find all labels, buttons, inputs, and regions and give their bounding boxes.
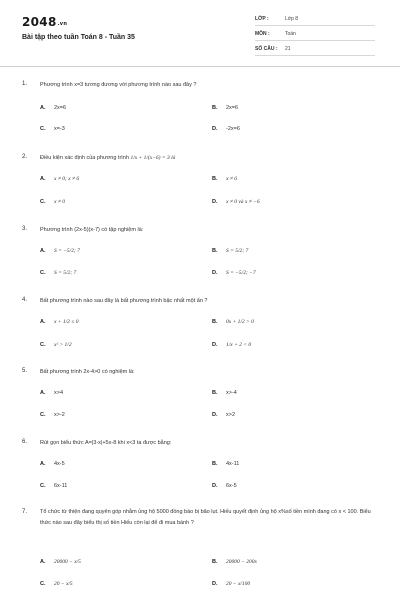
option-letter: A. [40,319,46,325]
option-text: x ≠ 6 [226,176,237,182]
option-a[interactable] [40,319,78,325]
option-c[interactable] [40,483,67,489]
question-6 [0,439,400,499]
site-logo[interactable] [22,15,67,29]
meta-count [255,44,375,56]
meta-value: Lớp 8 [285,16,299,22]
question-2 [0,154,400,214]
option-c[interactable] [40,412,65,418]
option-text: 4x-5 [54,461,65,467]
option-b[interactable] [212,390,237,396]
option-letter: D. [212,412,218,418]
question-text-plain: Điều kiện xác định của phương trình [40,155,129,161]
question-text: Bất phương trình nào sau đây là bất phương trình bậc nhất một ẩn ? [40,298,208,304]
option-text: 2x=6 [226,105,239,111]
meta-label: LỚP : [255,16,269,22]
option-text: x=-3 [54,126,65,132]
option-letter: A. [40,559,46,565]
option-d[interactable] [212,270,256,276]
header-divider [0,66,400,67]
option-letter: D. [212,199,218,205]
question-7 [0,509,400,597]
question-number: 2. [22,154,28,160]
meta-label: MÔN : [255,31,270,37]
option-letter: B. [212,105,218,111]
option-letter: C. [40,342,46,348]
question-number: 7. [22,509,28,515]
option-c[interactable] [40,126,65,132]
meta-value: 21 [285,46,291,52]
option-text: x>-2 [54,412,65,418]
option-text: x² > 1/2 [54,342,72,348]
option-text: 1/x + 2 < 0 [226,342,252,348]
option-d[interactable] [212,581,250,587]
option-text: -2x=6 [226,126,240,132]
question-text: Tổ chức từ thiện đang quyên góp nhằm ủng hộ 5000 đồng bào bị bão lụt. Hiếu quyết định ủng hộ x%số tiền mình đang có x < 100. Biểu thức nào sau đây biểu thị số tiền Hiếu còn lại để đi mua bánh ? [40,509,371,526]
option-text: 20 − x/5 [54,581,73,587]
option-a[interactable] [40,105,66,111]
option-text: 6x-11 [54,483,68,489]
option-letter: B. [212,559,218,565]
page-header [0,0,400,62]
option-letter: A. [40,390,46,396]
meta-subject [255,29,375,41]
option-b[interactable] [212,176,237,182]
question-text: Phương trình (2x-5)(x-7) có tập nghiệm là: [40,227,144,233]
question-4 [0,297,400,357]
option-letter: C. [40,126,46,132]
question-text: Bất phương trình 2x-4>0 có nghiệm là: [40,369,135,375]
option-d[interactable] [212,342,251,348]
option-letter: D. [212,483,218,489]
question-1 [0,81,400,141]
option-letter: C. [40,412,46,418]
option-text: 20000 − x/5 [54,559,81,565]
meta-value: Toán [285,31,296,37]
option-d[interactable] [212,126,240,132]
meta-label: SỐ CÂU : [255,46,278,52]
meta-class [255,14,375,26]
option-letter: A. [40,248,46,254]
option-d[interactable] [212,483,237,489]
option-d[interactable] [212,199,260,205]
question-3 [0,226,400,286]
question-number: 4. [22,297,28,303]
option-b[interactable] [212,559,257,565]
option-c[interactable] [40,342,72,348]
option-text: x>2 [226,412,236,418]
option-letter: B. [212,248,218,254]
option-text: S = −5/2; 7 [54,248,80,254]
question-text: Phương trình x=3 tương đương với phương trình nào sau đây ? [40,82,197,88]
option-text: x ≠ 0; x ≠ 6 [54,176,80,182]
question-number: 6. [22,439,28,445]
option-letter: B. [212,461,218,467]
option-text: x ≠ 0 [54,199,65,205]
option-letter: D. [212,581,218,587]
option-a[interactable] [40,176,79,182]
option-letter: B. [212,176,218,182]
option-letter: C. [40,581,46,587]
option-text: x>4 [54,390,64,396]
logo-text: 2048 [22,15,57,29]
question-5 [0,368,400,428]
option-c[interactable] [40,270,76,276]
question-number: 1. [22,81,28,87]
question-number: 5. [22,368,28,374]
option-text: 20000 − 200x [226,559,257,565]
option-text: 0x + 1/2 > 0 [226,319,254,325]
option-letter: A. [40,461,46,467]
option-letter: C. [40,483,46,489]
option-a[interactable] [40,248,80,254]
option-letter: A. [40,105,46,111]
option-letter: B. [212,390,218,396]
option-c[interactable] [40,199,65,205]
option-letter: B. [212,319,218,325]
option-letter: D. [212,126,218,132]
logo-suffix: .vn [57,21,68,27]
option-c[interactable] [40,581,73,587]
option-b[interactable] [212,105,238,111]
question-text [40,154,376,162]
option-text: x>-4 [226,390,237,396]
question-number: 3. [22,226,28,232]
option-b[interactable] [212,461,239,467]
option-text: x ≠ 0 và x ≠ −6 [226,199,260,205]
option-text: 4x-11 [226,461,240,467]
option-a[interactable] [40,390,63,396]
option-letter: C. [40,270,46,276]
option-letter: D. [212,342,218,348]
option-a[interactable] [40,461,65,467]
question-text: Rút gọn biểu thức A=|3-x|+5x-8 khi x<3 ta được bằng: [40,440,172,446]
option-text: 6x-5 [226,483,237,489]
option-text: 20 − x/100 [226,581,251,587]
option-text: S = −5/2; −7 [226,270,256,276]
option-letter: A. [40,176,46,182]
option-letter: D. [212,270,218,276]
page-title: Bài tập theo tuần Toán 8 - Tuần 35 [22,34,135,41]
option-letter: C. [40,199,46,205]
option-text: x + 1/2 ≤ 0 [54,319,79,325]
option-text: S = 5/2; 7 [226,248,249,254]
option-text: 2x=6 [54,105,67,111]
option-text: S = 5/2; 7 [54,270,77,276]
option-a[interactable] [40,559,81,565]
question-math: 1/x + 1/(x−6) = 3 là [130,155,176,161]
option-d[interactable] [212,412,235,418]
option-b[interactable] [212,248,248,254]
option-b[interactable] [212,319,254,325]
